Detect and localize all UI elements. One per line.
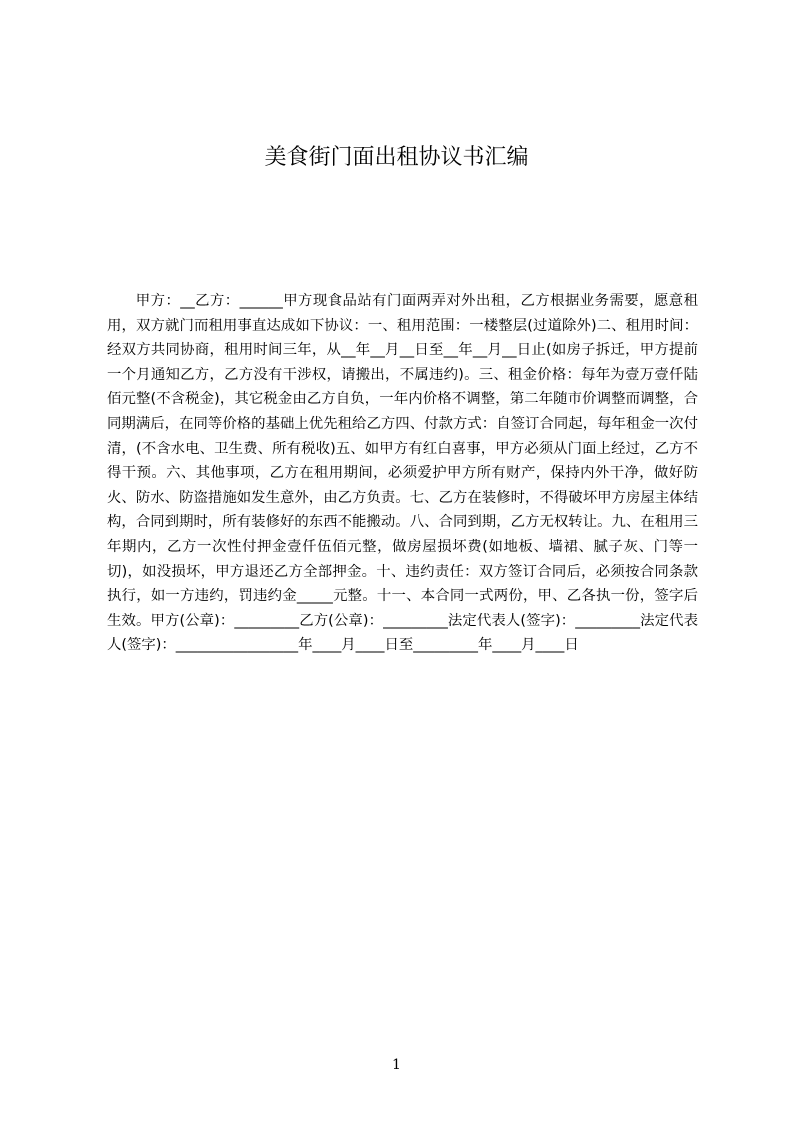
page-number: 1: [392, 1057, 401, 1073]
agreement-body-text: 甲方：__乙方：______甲方现食品站有门面两弄对外出租，乙方根据业务需要，愿意租用，双方就门而租用事直达成如下协议：一、租用范围：一楼整层(过道除外)二、租用时间：经双方共同协商，租用时间三年，从__年__月__日至__年__月__日止(如房子拆迁，甲方提前一个月通知乙方，乙方没有干涉权，请搬出，不属违约)。三、租金价格：每年为壹万壹仟陆佰元整(不含税金)，其它税金由乙方自负，一年内价格不调整，第二年随市价调整而调整，合同期满后，在同等价格的基础上优先租给乙方四、付款方式：自签订合同起，每年租金一次付清，(不含水电、卫生费、所有税收)五、如甲方有红白喜事，甲方必须从门面上经过，乙方不得干预。六、其他事项，乙方在租用期间，必须爱护甲方所有财产，保持内外干净，做好防火、防水、防盗措施如发生意外，由乙方负责。七、乙方在装修时，不得破坏甲方房屋主体结构，合同到期时，所有装修好的东西不能搬动。八、合同到期，乙方无权转让。九、在租用三年期内，乙方一次性付押金壹仟伍佰元整，做房屋损坏费(如地板、墙裙、腻子灰、门等一切)，如没损坏，甲方退还乙方全部押金。十、违约责任：双方签订合同后，必须按合同条款执行，如一方违约，罚违约金_____元整。十一、本合同一式两份，甲、乙各执一份，签字后生效。甲方(公章)：_________乙方(公章)：_________法定代表人(签字)：_________法定代表人(签字)：_________________年____月____日至_________年____月____日: [107, 293, 698, 654]
document-title: 美食街门面出租协议书汇编: [264, 145, 529, 170]
